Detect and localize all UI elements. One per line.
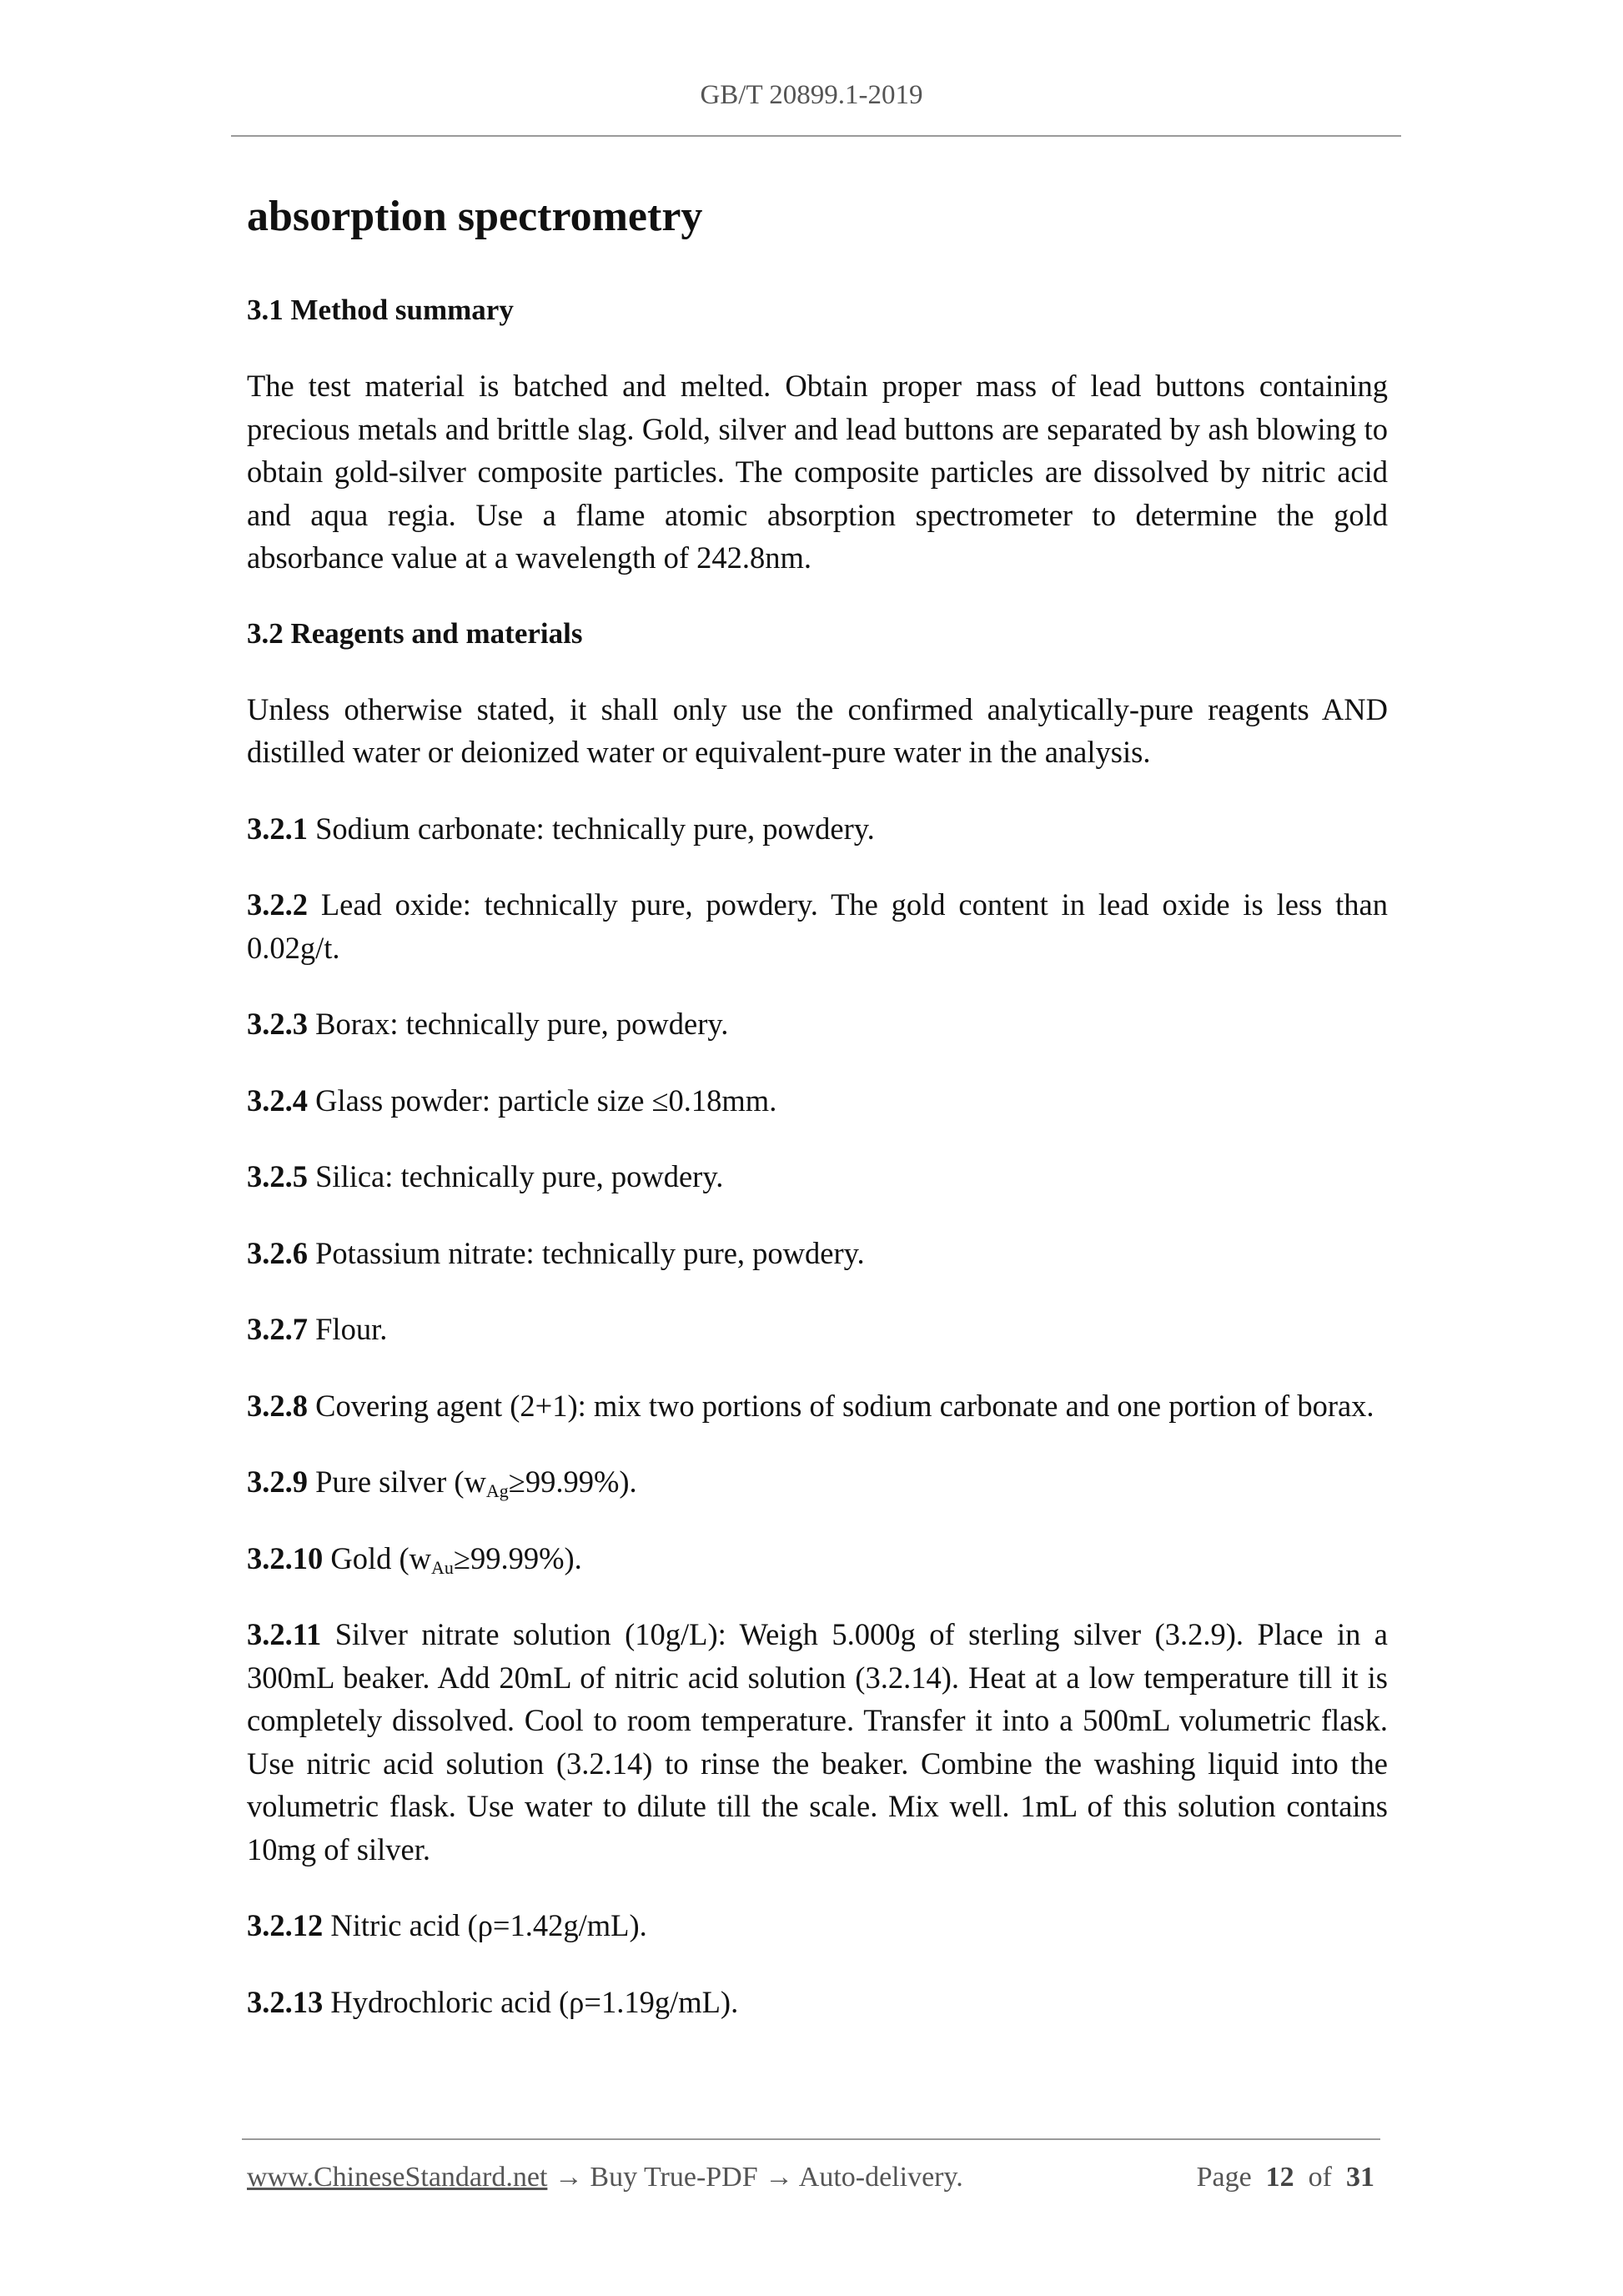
item-number: 3.2.4 bbox=[247, 1083, 308, 1118]
page-number bbox=[1197, 2162, 1374, 2193]
item-text: Potassium nitrate: technically pure, powdery. bbox=[308, 1235, 865, 1270]
item-text: Flour. bbox=[308, 1312, 388, 1346]
current-page: 12 bbox=[1265, 2162, 1294, 2193]
reagent-item bbox=[247, 1232, 1388, 1275]
item-number: 3.2.2 bbox=[247, 887, 308, 922]
arrow-icon: → bbox=[757, 2162, 799, 2193]
item-text: Silver nitrate solution (10g/L): Weigh 5.000g of sterling silver (3.2.9). Place in a 300mL beaker. Add 20mL of nitric acid solution (3.2.14). Heat at a low temperature till it is completely dissolved. Cool to room temperature. Transfer it into a 500mL volumetric flask. Use nitric acid solution (3.2.14) to rinse the beaker. Combine the washing liquid into the volumetric flask. Use water to dilute till the scale. Mix well. 1mL of this solution contains 10mg of silver. bbox=[247, 1617, 1388, 1866]
item-text: ≥99.99%). bbox=[453, 1540, 582, 1575]
item-number: 3.2.6 bbox=[247, 1235, 308, 1270]
item-number: 3.2.8 bbox=[247, 1388, 308, 1423]
item-number: 3.2.10 bbox=[247, 1540, 324, 1575]
reagent-item bbox=[247, 883, 1388, 969]
item-text: Nitric acid (ρ=1.42g/mL). bbox=[323, 1908, 647, 1942]
heading-3-1: 3.1 Method summary bbox=[247, 294, 514, 326]
reagent-item bbox=[247, 1002, 1388, 1046]
of-label: of bbox=[1308, 2162, 1332, 2193]
item-text: Lead oxide: technically pure, powdery. The gold content in lead oxide is less than 0.02g/t. bbox=[247, 887, 1388, 965]
reagent-item bbox=[247, 1155, 1388, 1198]
item-number: 3.2.12 bbox=[247, 1908, 324, 1942]
reagent-item bbox=[247, 1537, 1388, 1580]
item-number: 3.2.1 bbox=[247, 811, 308, 846]
reagent-item bbox=[247, 1384, 1388, 1428]
header-divider bbox=[231, 135, 1401, 137]
item-number: 3.2.13 bbox=[247, 1984, 324, 2019]
item-text: Silica: technically pure, powdery. bbox=[308, 1159, 724, 1193]
reagent-item bbox=[247, 1981, 1388, 2024]
footer-promo bbox=[247, 2162, 963, 2193]
reagent-item bbox=[247, 1460, 1388, 1504]
item-number: 3.2.9 bbox=[247, 1465, 308, 1499]
arrow-icon: → bbox=[547, 2162, 590, 2193]
section-title: absorption spectrometry bbox=[247, 193, 703, 240]
item-text: Borax: technically pure, powdery. bbox=[308, 1007, 729, 1041]
website-link[interactable]: www.ChineseStandard.net bbox=[247, 2162, 548, 2193]
subscript: Au bbox=[431, 1556, 454, 1578]
delivery-text: Auto-delivery. bbox=[798, 2162, 963, 2193]
reagent-list bbox=[247, 807, 1388, 2024]
page-footer bbox=[247, 2162, 1374, 2193]
method-summary-paragraph: The test material is batched and melted. Obtain proper mass of lead buttons containing precious metals and brittle slag. Gold, silver and lead buttons are separated by ash blowing to obtain gold-silver composite particles. The composite particles are dissolved by nitric acid and aqua regia. Use a flame atomic absorption spectrometer to determine the gold absorbance value at a wavelength of 242.8nm. bbox=[247, 369, 1388, 575]
reagent-item bbox=[247, 1904, 1388, 1947]
subscript: Ag bbox=[485, 1480, 509, 1501]
item-text: ≥99.99%). bbox=[508, 1465, 637, 1499]
buy-text: Buy True-PDF bbox=[590, 2162, 758, 2193]
item-number: 3.2.3 bbox=[247, 1007, 308, 1041]
item-text: Glass powder: particle size ≤0.18mm. bbox=[308, 1083, 777, 1118]
document-id-header: GB/T 20899.1-2019 bbox=[700, 80, 923, 110]
page-label: Page bbox=[1196, 2162, 1252, 2193]
item-number: 3.2.7 bbox=[247, 1312, 308, 1346]
item-text: Hydrochloric acid (ρ=1.19g/mL). bbox=[323, 1984, 739, 2019]
item-text: Sodium carbonate: technically pure, powdery. bbox=[308, 811, 875, 846]
item-text: Gold (w bbox=[323, 1540, 432, 1575]
reagent-item bbox=[247, 1613, 1388, 1871]
item-text: Covering agent (2+1): mix two portions of sodium carbonate and one portion of borax. bbox=[308, 1388, 1374, 1423]
reagents-intro-paragraph: Unless otherwise stated, it shall only use the confirmed analytically-pure reagents AND distilled water or deionized water or equivalent-pure water in the analysis. bbox=[247, 691, 1388, 769]
heading-3-2: 3.2 Reagents and materials bbox=[247, 616, 583, 650]
reagent-item bbox=[247, 1079, 1388, 1123]
reagent-item bbox=[247, 807, 1388, 851]
reagent-item bbox=[247, 1308, 1388, 1351]
footer-divider bbox=[242, 2138, 1380, 2140]
total-pages: 31 bbox=[1346, 2162, 1374, 2193]
document-body bbox=[247, 188, 1388, 2057]
item-number: 3.2.5 bbox=[247, 1159, 308, 1193]
item-number: 3.2.11 bbox=[247, 1617, 322, 1651]
item-text: Pure silver (w bbox=[308, 1465, 486, 1499]
